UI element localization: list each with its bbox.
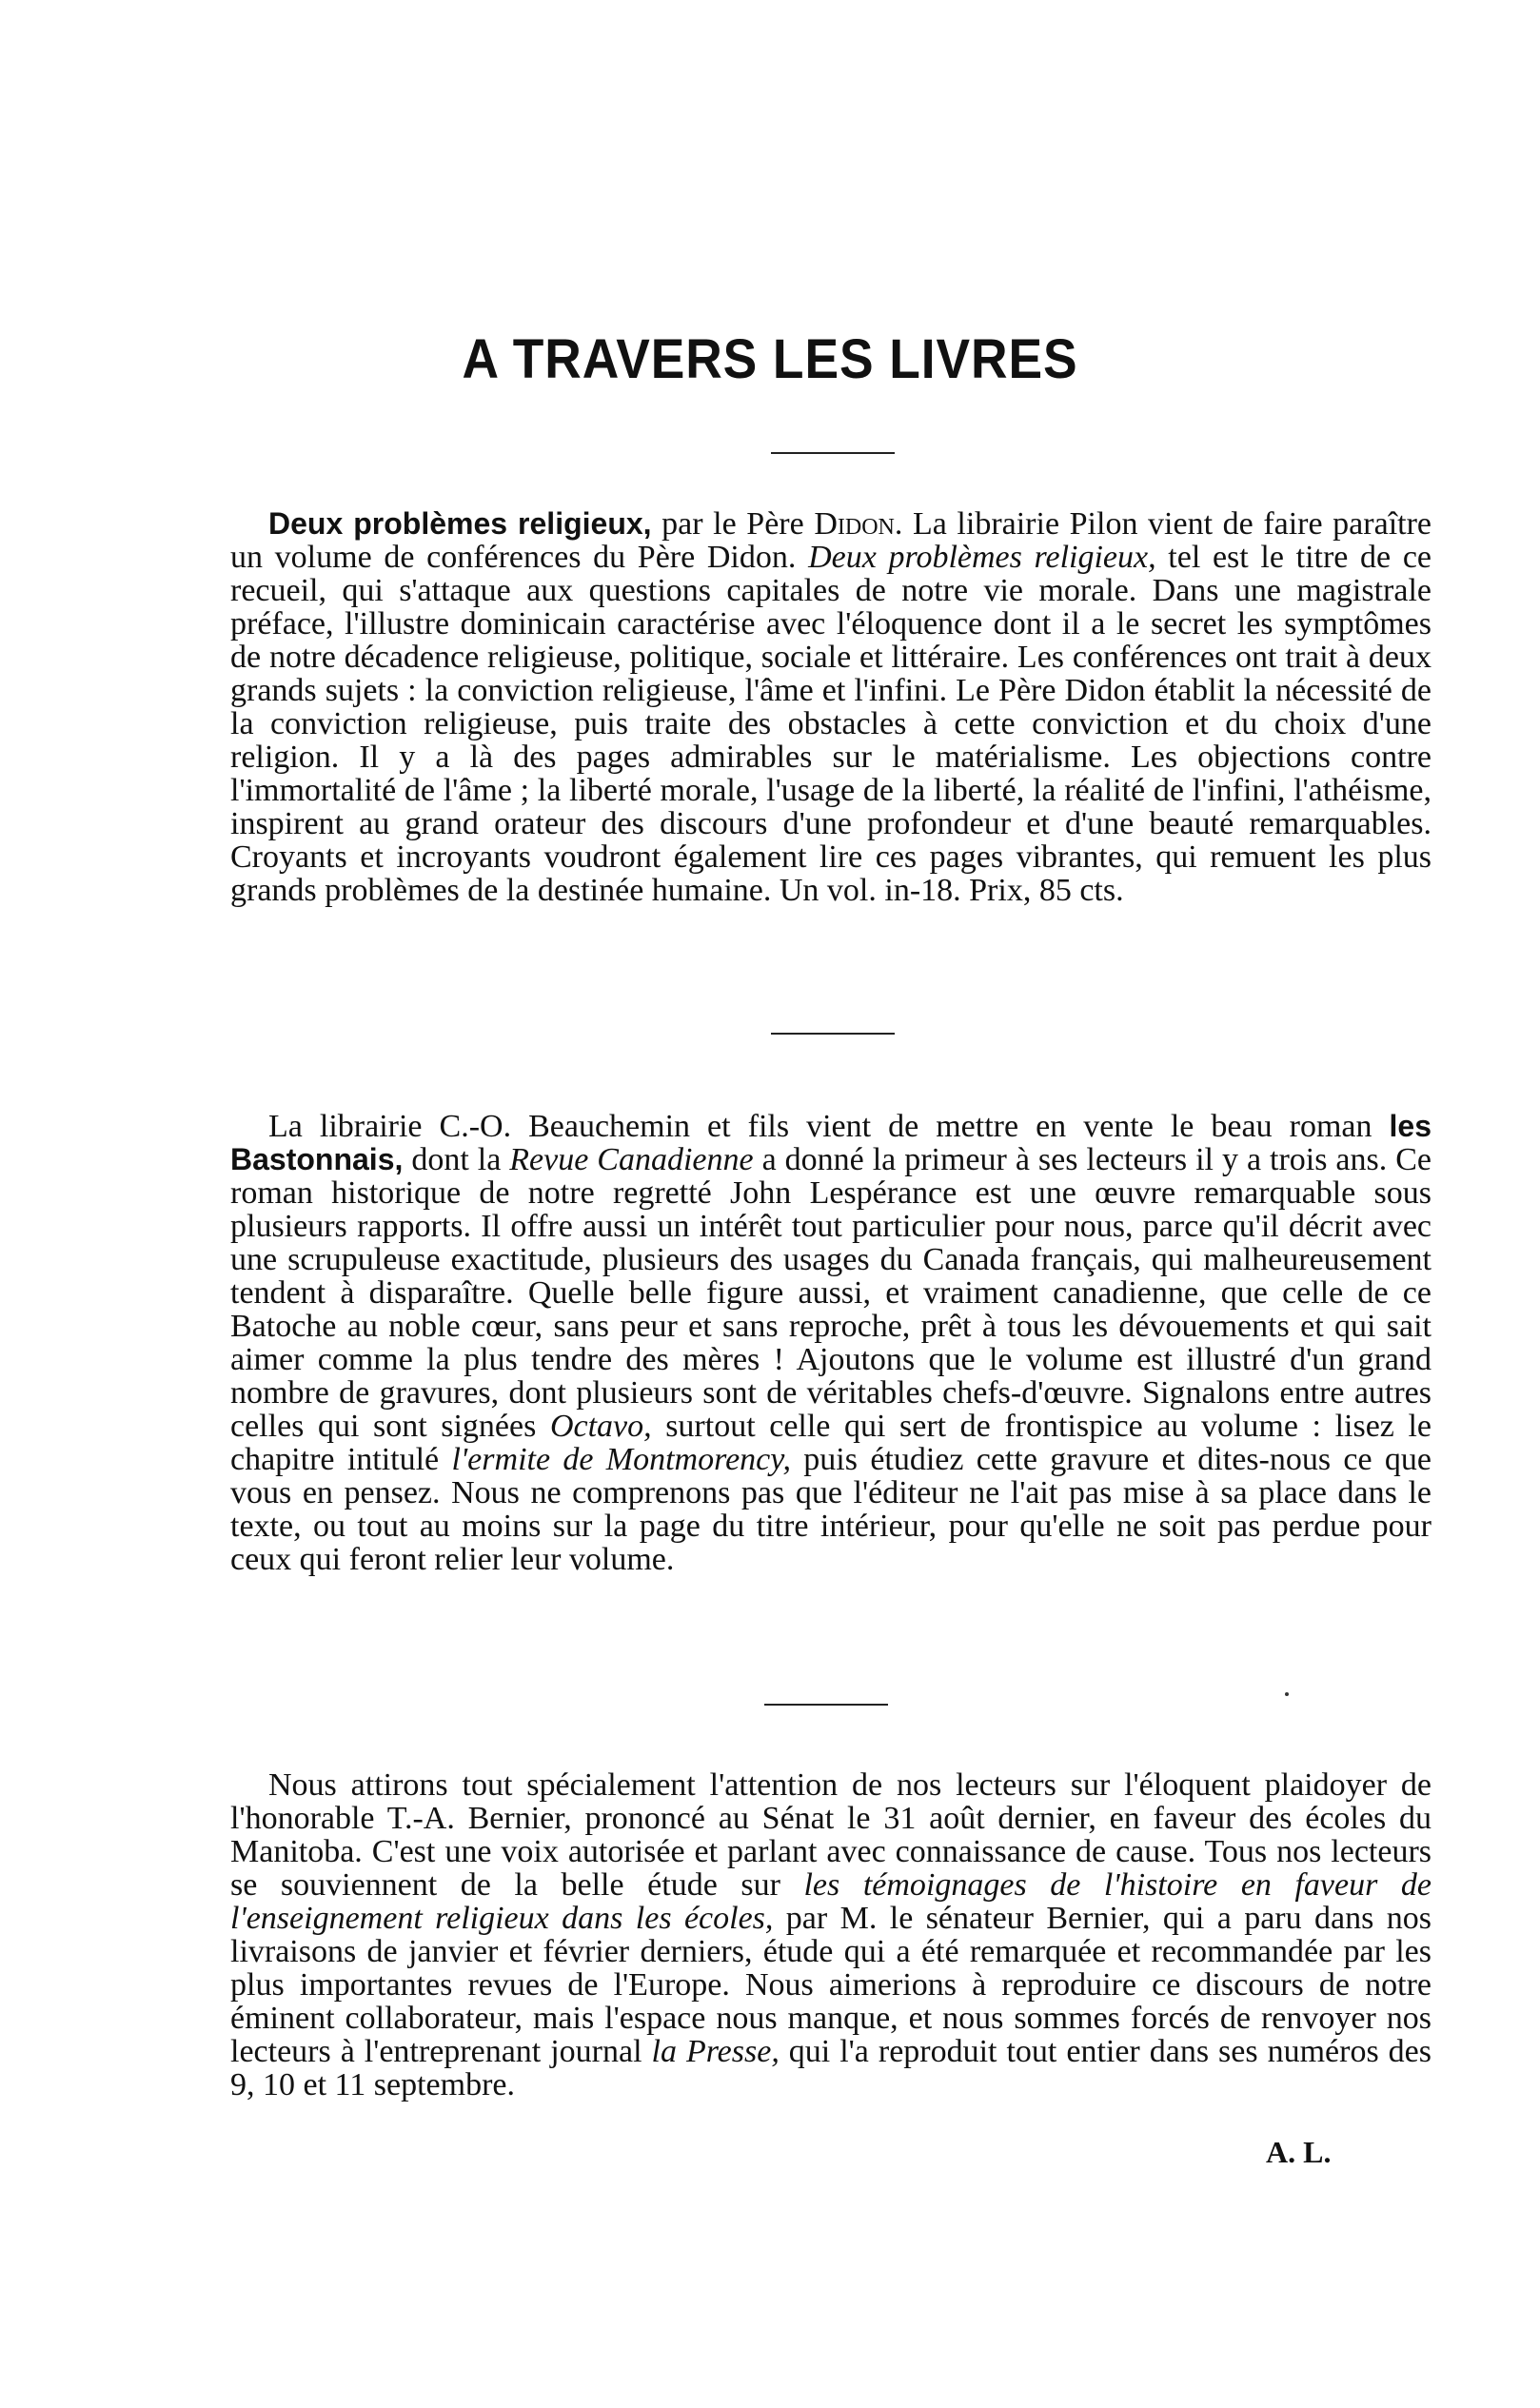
book-title: Deux problèmes religieux, [268,506,652,541]
book-title: les Bastonnais, [230,1109,1431,1176]
artist-name: Octavo, [549,1409,652,1444]
author-name: Didon. [814,506,903,542]
divider-rule [764,1704,888,1706]
review-bastonnais [230,1110,1431,1576]
review-bernier [230,1768,1431,2102]
divider-rule [771,452,895,454]
study-title: les témoignages de l'histoire en faveur de l'enseignement religieux dans les écoles, [230,1867,1431,1936]
review-deux-problemes [230,507,1431,907]
review-paragraph: Nous attirons tout spécialement l'attention de nos lecteurs sur l'éloquent plaidoyer de l'honorable T.-A. Bernier, prononcé au Sénat le 31 août dernier, en faveur des écoles du Manitoba. C'est une voix autorisée et parlant avec connaissance de cause. Tous nos lecteurs se souviennent de la belle étude sur les témoignages de l'histoire en faveur de l'enseignement religieux dans les écoles, par M. le sénateur Bernier, qui a paru dans nos livraisons de janvier et février derniers, étude qui a été remarquée et recommandée par les plus importantes revues de l'Europe. Nous aimerions à reproduire ce discours de notre éminent collaborateur, mais l'espace nous manque, et nous sommes forcés de renvoyer nos lecteurs à l'entreprenant journal la Presse, qui l'a reproduit tout entier dans ses numéros des 9, 10 et 11 septembre. [230,1767,1431,2102]
book-title-italic: Deux problèmes religieux, [808,540,1156,575]
journal-name: Revue Canadienne [509,1142,754,1177]
signature: A. L. [1266,2135,1332,2169]
divider-rule [771,1033,895,1035]
print-speck [1285,1692,1289,1696]
page-title: A TRAVERS LES LIVRES [462,328,1078,390]
newspaper-name: la Presse, [651,2034,780,2069]
chapter-title: l'ermite de Montmorency, [451,1442,791,1477]
review-paragraph: La librairie C.-O. Beauchemin et fils vient de mettre en vente le beau roman les Bastonnais, dont la Revue Canadienne a donné la primeur à ses lecteurs il y a trois ans. Ce roman historique de notre regretté John Lespérance est une œuvre remarquable sous plusieurs rapports. Il offre aussi un intérêt tout particulier pour nous, parce qu'il décrit avec une scrupuleuse exactitude, plusieurs des usages du Canada français, qui malheureusement tendent à disparaître. Quelle belle figure aussi, et vraiment canadienne, que celle de ce Batoche au noble cœur, sans peur et sans reproche, prêt à tous les dévouements et qui sait aimer comme la plus tendre des mères ! Ajoutons que le volume est illustré d'un grand nombre de gravures, dont plusieurs sont de véritables chefs-d'œuvre. Signalons entre autres celles qui sont signées Octavo, surtout celle qui sert de frontispice au volume : lisez le chapitre intitulé l'ermite de Montmorency, puis étudiez cette gravure et dites-nous ce que vous en pensez. Nous ne comprenons pas que l'éditeur ne l'ait pas mise à sa place dans le texte, ou tout au moins sur la page du titre intérieur, pour qu'elle ne soit pas perdue pour ceux qui feront relier leur volume. [230,1109,1432,1577]
review-paragraph: Deux problèmes religieux, par le Père Didon. La librairie Pilon vient de faire paraître un volume de conférences du Père Didon. Deux problèmes religieux, tel est le titre de ce recueil, qui s'attaque aux questions capitales de notre vie morale. Dans une magistrale préface, l'illustre dominicain caractérise avec l'éloquence dont il a le secret les symptômes de notre décadence religieuse, politique, sociale et littéraire. Les conférences ont trait à deux grands sujets : la conviction religieuse, l'âme et l'infini. Le Père Didon établit la nécessité de la conviction religieuse, puis traite des obstacles à cette conviction et du choix d'une religion. Il y a là des pages admirables sur le matérialisme. Les objections contre l'immortalité de l'âme ; la liberté morale, l'usage de la liberté, la réalité de l'infini, l'athéisme, inspirent au grand orateur des discours d'une profondeur et d'une beauté remarquables. Croyants et incroyants voudront également lire ces pages vibrantes, qui remuent les plus grands problèmes de la destinée humaine. Un vol. in-18. Prix, 85 cts. [230,506,1431,908]
